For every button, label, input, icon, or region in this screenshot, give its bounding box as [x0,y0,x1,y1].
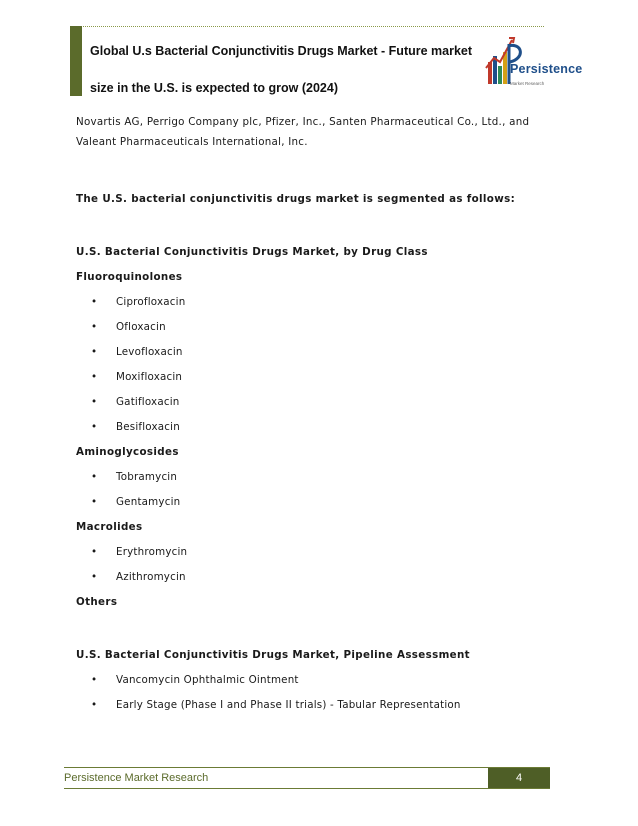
list-item: • Moxifloxacin [91,371,183,383]
header-top-rule [70,26,544,27]
list-item: • Gatifloxacin [91,396,180,408]
pipeline-heading: U.S. Bacterial Conjunctivitis Drugs Market, Pipeline Assessment [76,649,470,661]
list-item: • Tobramycin [91,471,178,483]
group-heading-others: Others [76,596,118,608]
list-item: • Gentamycin [91,496,181,508]
group-heading-macrolides: Macrolides [76,521,143,533]
header-title-line-2: size in the U.S. is expected to grow (2024) [90,81,338,95]
list-item: • Ciprofloxacin [91,296,186,308]
list-item: • Erythromycin [91,546,188,558]
list-item: • Early Stage (Phase I and Phase II trials) - Tabular Representation [91,699,461,711]
list-item: • Ofloxacin [91,321,166,333]
footer-company-name: Persistence Market Research [64,772,209,784]
footer-top-rule [64,767,550,768]
aminoglycosides-list [76,465,572,515]
macrolides-list [76,540,572,590]
persistence-logo [482,28,583,94]
logo-brand-text: Persistence [510,62,583,76]
footer-bottom-rule [64,788,550,789]
header-title-line-1: Global U.s Bacterial Conjunctivitis Drugs Market - Future market [90,44,473,58]
logo-tagline: Market Research [510,81,545,86]
segmented-heading: The U.S. bacterial conjunctivitis drugs market is segmented as follows: [76,193,516,205]
list-item: • Levofloxacin [91,346,183,358]
list-item: • Vancomycin Ophthalmic Ointment [91,674,299,686]
drug-class-heading: U.S. Bacterial Conjunctivitis Drugs Market, by Drug Class [76,246,428,258]
page-number: 4 [488,768,550,788]
header-title [90,33,480,107]
list-item: • Besifloxacin [91,421,180,433]
group-heading-aminoglycosides: Aminoglycosides [76,446,179,458]
intro-paragraph: Novartis AG, Perrigo Company plc, Pfizer, Inc., Santen Pharmaceutical Co., Ltd., and Valeant Pharmaceuticals International, Inc. [76,116,530,148]
group-heading-fluoroquinolones: Fluoroquinolones [76,271,183,283]
pipeline-list [76,668,572,718]
fluoroquinolones-list [76,290,572,440]
document-body [76,112,572,718]
list-item: • Azithromycin [91,571,186,583]
header-accent-bar [70,26,82,96]
